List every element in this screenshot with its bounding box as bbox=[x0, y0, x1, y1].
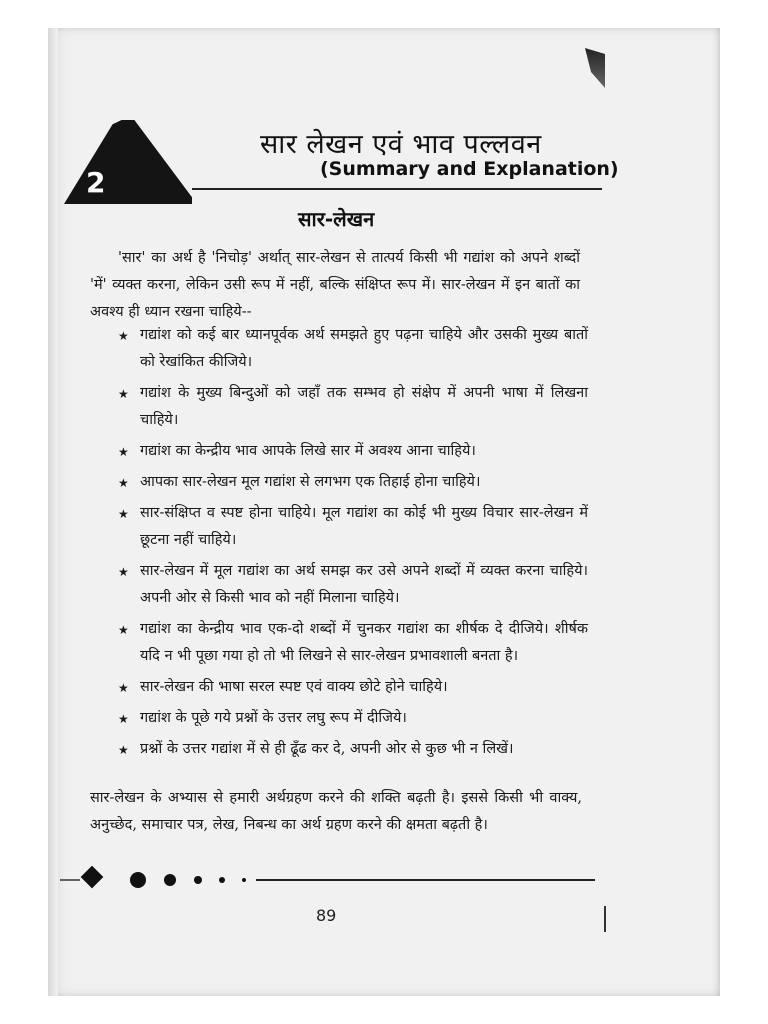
star-bullet-icon: ★ bbox=[118, 445, 129, 459]
page-number: 89 bbox=[316, 906, 337, 925]
star-bullet-icon: ★ bbox=[118, 743, 129, 757]
title-underline bbox=[192, 188, 602, 190]
list-item: ★ प्रश्नों के उत्तर गद्यांश में से ही ढूँढ कर दे, अपनी ओर से कुछ भी न लिखें। bbox=[118, 736, 588, 763]
star-bullet-icon: ★ bbox=[118, 681, 129, 695]
list-item: ★ गद्यांश के पूछे गये प्रश्नों के उत्तर लघु रूप में दीजिये। bbox=[118, 705, 588, 732]
guidelines-list bbox=[118, 322, 588, 767]
section-heading: सार-लेखन bbox=[298, 207, 375, 231]
chapter-number: 2 bbox=[86, 166, 106, 199]
intro-paragraph: 'सार' का अर्थ है 'निचोड़' अर्थात् सार-लेखन से तात्पर्य किसी भी गद्यांश को अपने शब्दों 'में' व्यक्त करना, लेकिन उसी रूप में नहीं, बल्कि संक्षिप्त रूप में। सार-लेखन में इन बातों का अवश्य ही ध्यान रखना चाहिये-- bbox=[90, 249, 580, 320]
star-bullet-icon: ★ bbox=[118, 712, 129, 726]
star-bullet-icon: ★ bbox=[118, 565, 129, 579]
star-bullet-icon: ★ bbox=[118, 476, 129, 490]
star-bullet-icon: ★ bbox=[118, 623, 129, 637]
edge-mark bbox=[604, 906, 606, 932]
star-bullet-icon: ★ bbox=[118, 507, 129, 521]
star-bullet-icon: ★ bbox=[118, 329, 129, 343]
list-item: ★ गद्यांश को कई बार ध्यानपूर्वक अर्थ समझते हुए पढ़ना चाहिये और उसकी मुख्य बातों को रेखांकित कीजिये। bbox=[118, 322, 588, 376]
list-item: ★ गद्यांश का केन्द्रीय भाव आपके लिखे सार में अवश्य आना चाहिये। bbox=[118, 438, 588, 465]
list-item: ★ आपका सार-लेखन मूल गद्यांश से लगभग एक तिहाई होना चाहिये। bbox=[118, 469, 588, 496]
closing-paragraph: सार-लेखन के अभ्यास से हमारी अर्थग्रहण करने की शक्ति बढ़ती है। इससे किसी भी वाक्य, अनुच्छेद, समाचार पत्र, लेख, निबन्ध का अर्थ ग्रहण करने की क्षमता बढ़ती है। bbox=[90, 789, 582, 833]
list-item: ★ सार-लेखन में मूल गद्यांश का अर्थ समझ कर उसे अपने शब्दों में व्यक्त करना चाहिये। अपनी ओर से किसी भाव को नहीं मिलाना चाहिये। bbox=[118, 558, 588, 612]
star-bullet-icon: ★ bbox=[118, 387, 129, 401]
list-item: ★ सार-संक्षिप्त व स्पष्ट होना चाहिये। मूल गद्यांश का कोई भी मुख्य विचार सार-लेखन में छूटना नहीं चाहिये। bbox=[118, 500, 588, 554]
ornamental-divider bbox=[60, 866, 600, 894]
list-item: ★ सार-लेखन की भाषा सरल स्पष्ट एवं वाक्य छोटे होने चाहिये। bbox=[118, 674, 588, 701]
page-gutter-shadow bbox=[48, 28, 58, 996]
chapter-title-english: (Summary and Explanation) bbox=[320, 158, 619, 180]
list-item: ★ गद्यांश का केन्द्रीय भाव एक-दो शब्दों में चुनकर गद्यांश का शीर्षक दे दीजिये। शीर्षक यदि न भी पूछा गया हो तो भी लिखने से सार-लेखन प्रभावशाली बनता है। bbox=[118, 616, 588, 670]
list-item: ★ गद्यांश के मुख्य बिन्दुओं को जहाँ तक सम्भव हो संक्षेप में अपनी भाषा में लिखना चाहिये। bbox=[118, 380, 588, 434]
chapter-title-hindi: सार लेखन एवं भाव पल्लवन bbox=[260, 129, 542, 160]
